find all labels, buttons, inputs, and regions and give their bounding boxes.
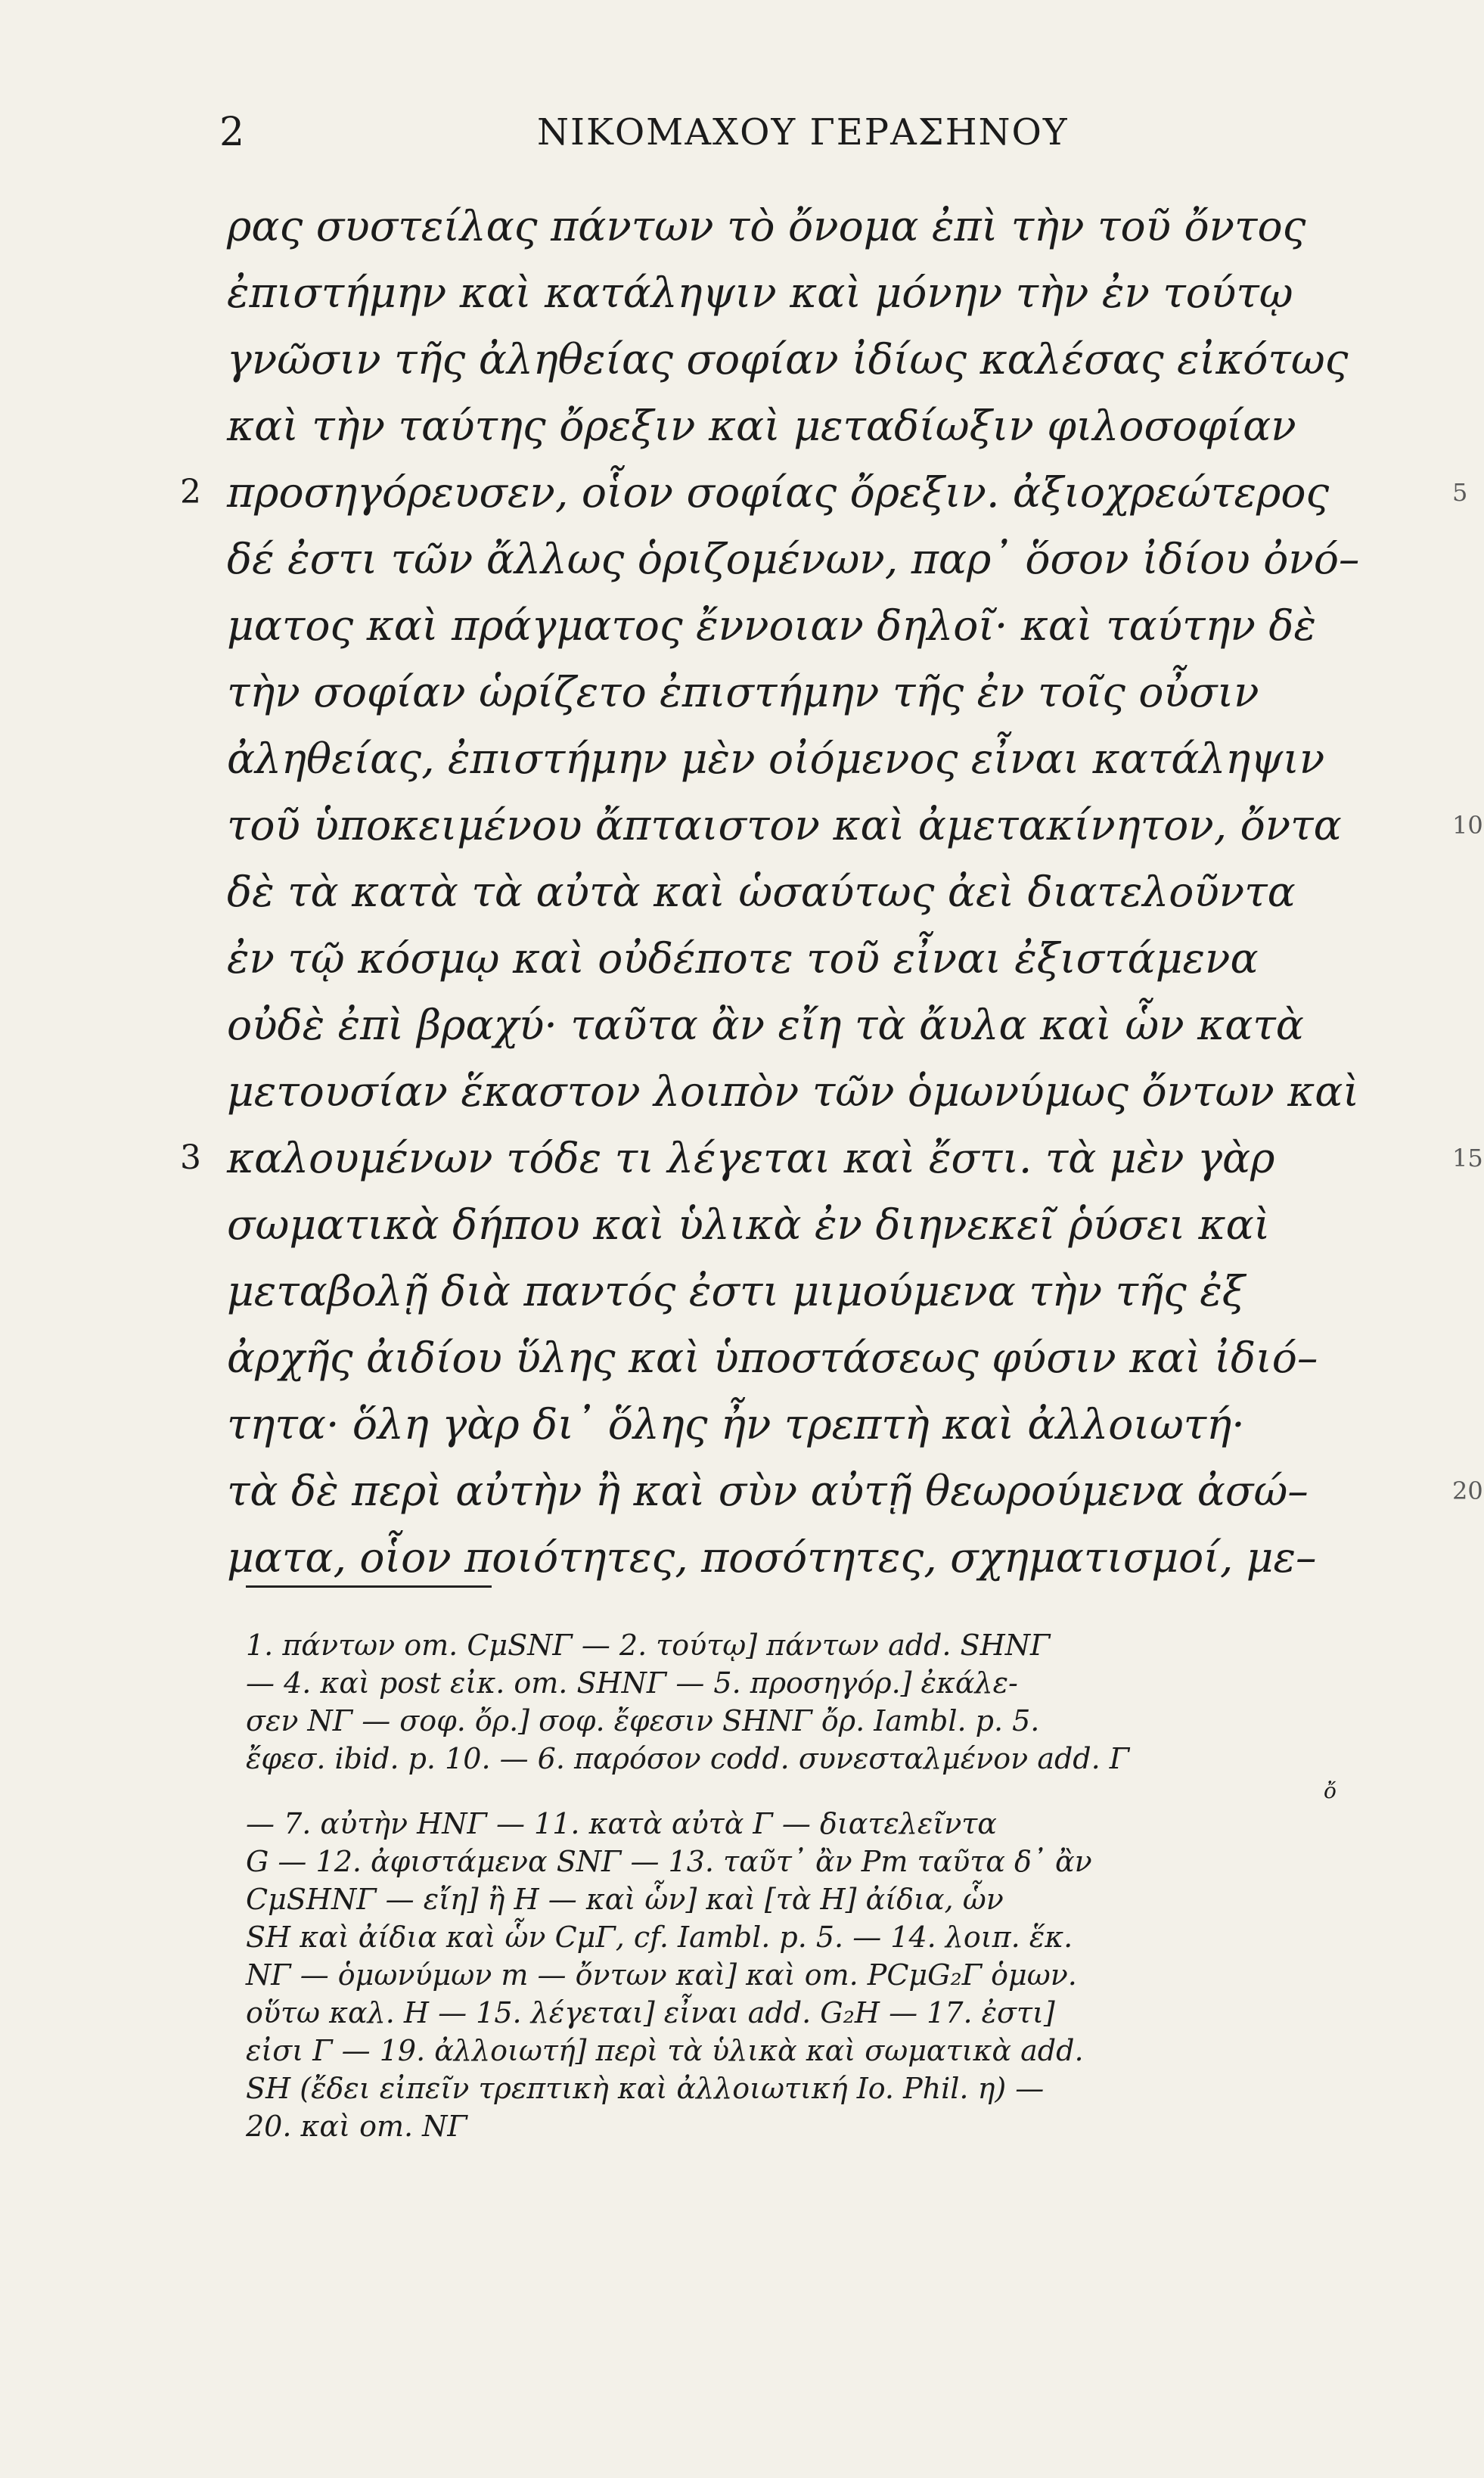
text-line [180, 459, 1468, 526]
line-text: ἀρχῆς ἀιδίου ὕλης καὶ ὑποστάσεως φύσιν καὶ ἰδιό– [227, 1334, 1318, 1382]
section-number: 3 [180, 1138, 201, 1177]
line-text: ἐπιστήμην καὶ κατάληψιν καὶ μόνην τὴν ἐν τούτῳ [227, 269, 1293, 317]
critical-apparatus [246, 1626, 1464, 2145]
line-text: ρας συστείλας πάντων τὸ ὄνομα ἐπὶ τὴν τοῦ ὄντος [227, 202, 1306, 250]
text-line [227, 1524, 1467, 1591]
line-text: καὶ τὴν ταύτης ὄρεξιν καὶ μεταδίωξιν φιλοσοφίαν [227, 402, 1296, 450]
text-line [227, 1058, 1467, 1125]
page-number: 2 [219, 110, 245, 155]
running-title: ΝΙΚΟΜΑΧΟΥ ΓΕΡΑΣΗΝΟΥ [537, 111, 1069, 154]
text-line [227, 393, 1467, 459]
footnote-divider [246, 1585, 492, 1588]
text-line [227, 1324, 1467, 1391]
text-line [227, 526, 1467, 592]
text-line [227, 859, 1467, 925]
line-text: προσηγόρευσεν, οἷον σοφίας ὄρεξιν. ἀξιοχρεώτερος [227, 468, 1330, 517]
apparatus-line: SH καὶ ἀίδια καὶ ὧν CμΓ, cf. Iambl. p. 5. — 14. λοιπ. ἕκ. [246, 1921, 1073, 1954]
text-line [227, 925, 1467, 992]
text-line [227, 1391, 1467, 1458]
line-number-marker: 10 [1452, 811, 1483, 840]
line-text: καλουμένων τόδε τι λέγεται καὶ ἔστι. τὰ μὲν γὰρ [227, 1134, 1275, 1182]
line-text: τητα· ὅλη γὰρ δι᾽ ὅλης ἦν τρεπτὴ καὶ ἀλλοιωτή· [227, 1400, 1245, 1449]
line-text: ματα, οἷον ποιότητες, ποσότητες, σχηματισμοί, με– [227, 1533, 1317, 1582]
line-number-marker: 15 [1452, 1144, 1483, 1172]
text-line [227, 259, 1467, 326]
line-text: ἀληθείας, ἐπιστήμην μὲν οἰόμενος εἶναι κατάληψιν [227, 734, 1325, 783]
text-line [227, 659, 1467, 725]
text-line [227, 725, 1467, 792]
page-header [219, 102, 1278, 163]
line-text: σωματικὰ δήπου καὶ ὑλικὰ ἐν διηνεκεῖ ῥύσει καὶ [227, 1200, 1271, 1249]
apparatus-line: σεν NΓ — σοφ. ὄρ.] σοφ. ἔφεσιν SHNΓ ὄρ. Iambl. p. 5. [246, 1704, 1040, 1737]
line-text: τὰ δὲ περὶ αὐτὴν ἢ καὶ σὺν αὐτῇ θεωρούμενα ἀσώ– [227, 1467, 1309, 1515]
apparatus-line: CμSHNΓ — εἴη] ἢ H — καὶ ὧν] καὶ [τὰ H] ἀίδια, ὧν [246, 1883, 1004, 1916]
section-number: 2 [180, 473, 201, 511]
text-line [227, 326, 1467, 393]
apparatus-line: 20. καὶ om. NΓ [246, 2110, 467, 2143]
apparatus-line: G — 12. ἀφιστάμενα SNΓ — 13. ταῦτ᾽ ἂν Pm ταῦτα δ᾽ ἂν [246, 1845, 1092, 1878]
apparatus-line: SH (ἔδει εἰπεῖν τρεπτικὴ καὶ ἀλλοιωτική Io. Phil. η) — [246, 2072, 1045, 2105]
apparatus-line: — 7. αὐτὴν HNΓ — 11. κατὰ αὐτὰ Γ — διατελεῖντα [246, 1807, 997, 1840]
text-line [227, 792, 1483, 859]
line-text: δέ ἐστι τῶν ἄλλως ὁριζομένων, παρ᾽ ὅσον ἰδίου ὀνό– [227, 535, 1360, 583]
text-line [227, 992, 1467, 1058]
apparatus-line: ἔφεσ. ibid. p. 10. — 6. παρόσον codd. συνεσταλμένον add. Γ [246, 1742, 1130, 1775]
line-text: μεταβολῇ διὰ παντός ἐστι μιμούμενα τὴν τῆς ἐξ [227, 1267, 1246, 1315]
apparatus-line: NΓ — ὁμωνύμων m — ὄντων καὶ] καὶ om. PCμG₂Γ ὁμων. [246, 1958, 1077, 1992]
apparatus-line: — 4. καὶ post εἰκ. om. SHNΓ — 5. προσηγόρ.] ἐκάλε- [246, 1666, 1018, 1700]
line-text: γνῶσιν τῆς ἀληθείας σοφίαν ἰδίως καλέσας εἰκότως [227, 335, 1349, 384]
text-line [227, 193, 1467, 259]
apparatus-line: εἰσι Γ — 19. ἀλλοιωτή] περὶ τὰ ὑλικὰ καὶ σωματικὰ add. [246, 2034, 1084, 2067]
line-text: δὲ τὰ κατὰ τὰ αὐτὰ καὶ ὡσαύτως ἀεὶ διατελοῦντα [227, 868, 1296, 916]
text-line [227, 1258, 1467, 1324]
apparatus-superscript-correction: ὄ [1324, 1778, 1337, 1803]
line-number-marker: 5 [1452, 478, 1468, 507]
line-text: οὐδὲ ἐπὶ βραχύ· ταῦτα ἂν εἴη τὰ ἄυλα καὶ ὧν κατὰ [227, 1001, 1304, 1049]
text-line [180, 1125, 1483, 1191]
line-text: μετουσίαν ἕκαστον λοιπὸν τῶν ὁμωνύμως ὄντων καὶ [227, 1067, 1360, 1116]
line-text: ματος καὶ πράγματος ἔννοιαν δηλοῖ· καὶ ταύτην δὲ [227, 601, 1317, 650]
text-line [227, 1458, 1483, 1524]
line-text: τοῦ ὑποκειμένου ἄπταιστον καὶ ἀμετακίνητον, ὄντα [227, 801, 1342, 849]
main-text-block [180, 193, 1483, 1591]
apparatus-line: 1. πάντων om. CμSNΓ — 2. τούτῳ] πάντων add. SHNΓ [246, 1629, 1051, 1662]
text-line [227, 1191, 1467, 1258]
text-line [227, 592, 1467, 659]
line-number-marker: 20 [1452, 1477, 1483, 1505]
line-text: τὴν σοφίαν ὡρίζετο ἐπιστήμην τῆς ἐν τοῖς οὖσιν [227, 668, 1259, 716]
apparatus-line: οὕτω καλ. H — 15. λέγεται] εἶναι add. G₂H — 17. ἐστι] [246, 1996, 1055, 2029]
line-text: ἐν τῷ κόσμῳ καὶ οὐδέποτε τοῦ εἶναι ἐξιστάμενα [227, 934, 1259, 983]
